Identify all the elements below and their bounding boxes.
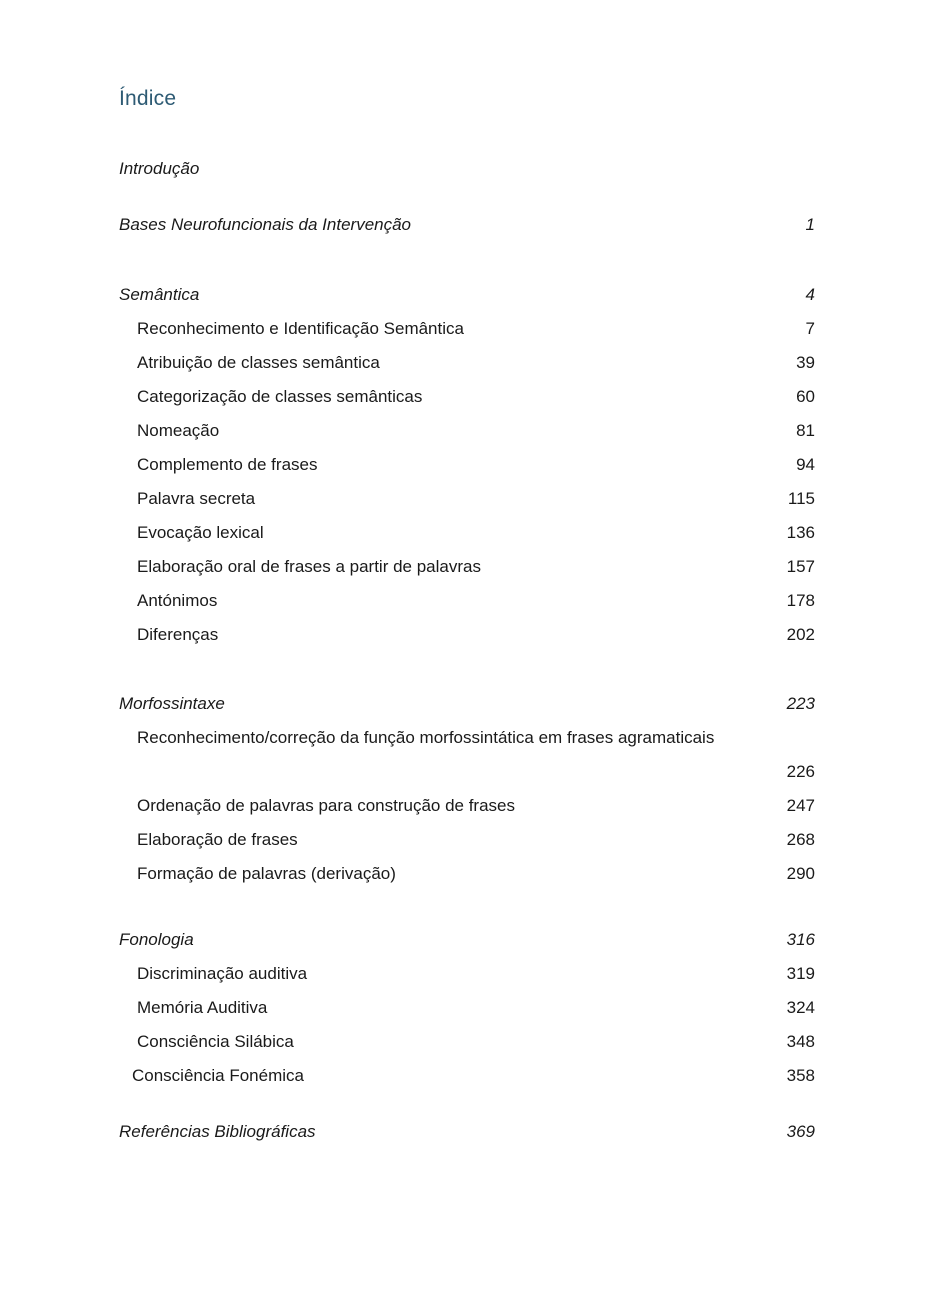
toc-entry — [119, 312, 815, 346]
toc-entry — [119, 1025, 815, 1059]
toc-entry-label: Memória Auditiva — [137, 998, 268, 1017]
toc-entry-label: Palavra secreta — [137, 489, 256, 508]
toc-entry — [119, 584, 815, 618]
toc-section-label: Referências Bibliográficas — [119, 1122, 316, 1141]
toc-entry-label: Consciência Fonémica — [132, 1066, 304, 1085]
toc-entry-page: 324 — [786, 998, 815, 1017]
toc-section-label: Semântica — [119, 285, 200, 304]
toc-entry — [119, 516, 815, 550]
page-title: Índice — [119, 87, 177, 110]
toc-entry-label: Ordenação de palavras para construção de frases — [137, 796, 516, 815]
toc-entry-label: Antónimos — [137, 591, 218, 610]
toc-section-page: 223 — [786, 694, 815, 713]
toc-section-morfossintaxe — [119, 687, 815, 721]
toc-entry-label: Diferenças — [137, 625, 219, 644]
toc-entry-label: Elaboração de frases — [137, 830, 298, 849]
toc-section-page: 369 — [786, 1122, 815, 1141]
toc-entry-label: Reconhecimento/correção da função morfossintática em frases agramaticais — [137, 728, 715, 747]
table-of-contents — [119, 152, 815, 1149]
toc-entry-page: 358 — [786, 1066, 815, 1085]
toc-entry — [119, 448, 815, 482]
toc-entry-page: 290 — [786, 864, 815, 883]
toc-section-label: Morfossintaxe — [119, 694, 225, 713]
toc-entry-page: 94 — [796, 455, 815, 474]
toc-section-label: Bases Neurofuncionais da Intervenção — [119, 215, 412, 234]
toc-entry-label: Evocação lexical — [137, 523, 264, 542]
toc-entry — [119, 857, 815, 891]
toc-entry — [119, 789, 815, 823]
toc-section-referencias — [119, 1115, 815, 1149]
toc-entry-page: 157 — [786, 557, 815, 576]
toc-entry-label: Nomeação — [137, 421, 220, 440]
toc-entry-page: 268 — [786, 830, 815, 849]
toc-entry-label: Complemento de frases — [137, 455, 318, 474]
toc-entry-page: 247 — [786, 796, 815, 815]
toc-section-bases-neurofuncionais — [119, 208, 815, 242]
toc-entry-page: 136 — [786, 523, 815, 542]
toc-entry — [119, 618, 815, 652]
toc-section-page: 4 — [805, 285, 815, 304]
toc-section-fonologia — [119, 923, 815, 957]
toc-entry — [119, 482, 815, 516]
toc-entry — [119, 346, 815, 380]
toc-entry — [119, 414, 815, 448]
toc-entry-page: 7 — [805, 319, 815, 338]
toc-entry-label: Atribuição de classes semântica — [137, 353, 380, 372]
toc-entry — [119, 721, 815, 755]
toc-entry-page-row — [119, 755, 815, 789]
toc-entry — [119, 957, 815, 991]
toc-entry-label: Introdução — [119, 159, 200, 178]
toc-entry-page: 60 — [796, 387, 815, 406]
toc-entry — [119, 823, 815, 857]
toc-entry — [119, 991, 815, 1025]
toc-entry-page: 39 — [796, 353, 815, 372]
toc-section-label: Fonologia — [119, 930, 194, 949]
toc-entry-page: 81 — [796, 421, 815, 440]
toc-entry-label: Consciência Silábica — [137, 1032, 294, 1051]
toc-entry-page: 115 — [787, 489, 815, 508]
toc-entry-label: Formação de palavras (derivação) — [137, 864, 396, 883]
toc-entry-label: Elaboração oral de frases a partir de palavras — [137, 557, 481, 576]
toc-entry-introducao — [119, 152, 815, 186]
toc-entry-label: Categorização de classes semânticas — [137, 387, 423, 406]
toc-entry-page: 178 — [786, 591, 815, 610]
toc-entry — [119, 1059, 815, 1093]
toc-section-semantica — [119, 278, 815, 312]
toc-entry-page: 348 — [786, 1032, 815, 1051]
toc-entry-label: Discriminação auditiva — [137, 964, 308, 983]
toc-entry-page: 202 — [786, 625, 815, 644]
toc-entry-page: 226 — [786, 762, 815, 781]
toc-entry — [119, 550, 815, 584]
toc-section-page: 1 — [805, 215, 815, 234]
toc-entry-label: Reconhecimento e Identificação Semântica — [137, 319, 464, 338]
toc-section-page: 316 — [786, 930, 815, 949]
toc-entry — [119, 380, 815, 414]
toc-entry-page: 319 — [786, 964, 815, 983]
